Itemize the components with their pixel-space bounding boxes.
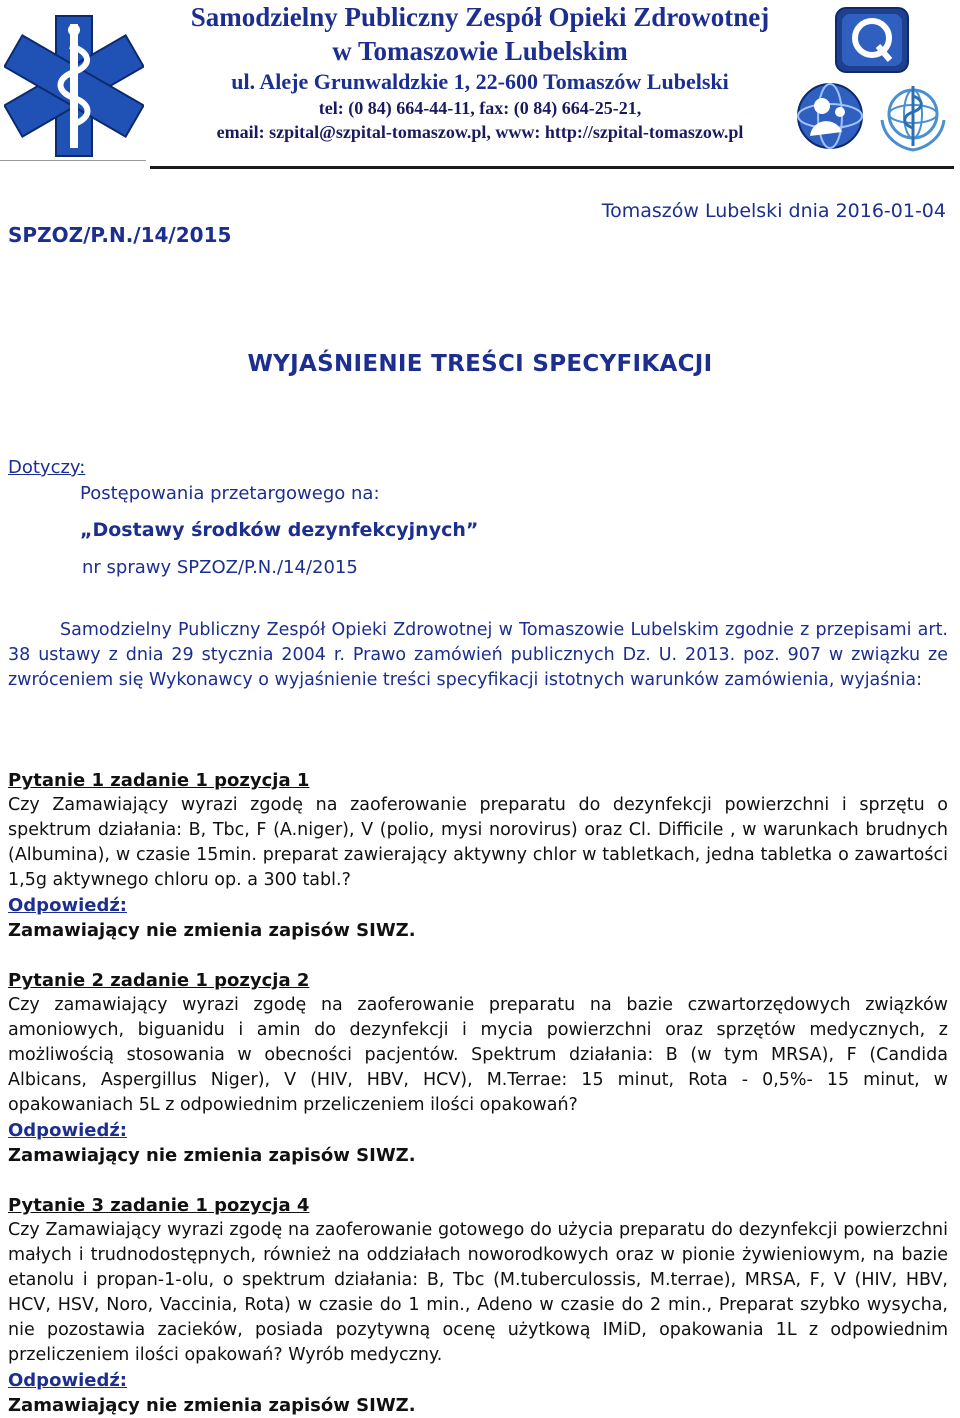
intro-paragraph: Samodzielny Publiczny Zespół Opieki Zdrowotnej w Tomaszowie Lubelskim zgodnie z przepisami art. 38 ustawy z dnia 29 stycznia 2004 r. Prawo zamówień publicznych Dz. U. 2013. poz. 907 w związku ze zwróceniem się Wykonawcy o wyjaśnienie treści specyfikacji istotnych warunków zamówienia, wyjaśnia: [8, 620, 948, 690]
who-emblem-icon [874, 80, 952, 154]
answer-2-label: Odpowiedź: [8, 1120, 128, 1141]
header-divider-left [0, 160, 146, 161]
star-of-life-icon [4, 8, 144, 158]
quality-logo [834, 6, 910, 74]
date-line: Tomaszów Lubelski dnia 2016-01-04 [601, 200, 946, 222]
hospital-logo [4, 8, 144, 158]
answer-1-label: Odpowiedź: [8, 895, 128, 916]
document-title: WYJAŚNIENIE TREŚCI SPECYFIKACJI [247, 351, 713, 377]
institution-contact: email: szpital@szpital-tomaszow.pl, www: http://szpital-tomaszow.pl [216, 122, 744, 142]
quality-q-icon [834, 6, 910, 74]
concerns-label: Dotyczy: [8, 457, 86, 478]
question-2-heading: Pytanie 2 zadanie 1 pozycja 2 [8, 970, 310, 991]
procurement-subject: „Dostawy środków dezynfekcyjnych” [80, 519, 479, 541]
mother-child-logo [792, 80, 868, 152]
header-divider [150, 166, 954, 169]
institution-address: ul. Aleje Grunwaldzkie 1, 22-600 Tomaszów Lubelski [231, 69, 729, 94]
who-logo [874, 80, 952, 154]
institution-phones: tel: (0 84) 664-44-11, fax: (0 84) 664-25-21, [318, 98, 642, 118]
answer-3-label: Odpowiedź: [8, 1370, 128, 1391]
procedure-line: Postępowania przetargowego na: [80, 483, 380, 504]
institution-name: Samodzielny Publiczny Zespół Opieki Zdrowotnej [190, 2, 770, 32]
question-1-body: Czy Zamawiający wyrazi zgodę na zaoferowanie preparatu do dezynfekcji powierzchni i sprzętu o spektrum działania: B, Tbc, F (A.niger), V (polio, mysi norovirus) oraz Cl. Difficile , w warunkach brudnych (Albumina), w czasie 15min. preparat zawierający aktywny chlor w tabletkach, jedna tabletka o zawartości 1,5g aktywnego chloru op. a 300 tabl.? [8, 795, 948, 890]
answer-2-text: Zamawiający nie zmienia zapisów SIWZ. [8, 1145, 416, 1166]
answer-1-text: Zamawiający nie zmienia zapisów SIWZ. [8, 920, 416, 941]
question-3-heading: Pytanie 3 zadanie 1 pozycja 4 [8, 1195, 310, 1216]
question-2-body: Czy zamawiający wyrazi zgodę na zaoferowanie preparatu na bazie czwartorzędowych związków amoniowych, biguanidu i amin do dezynfekcji i mycia powierzchni oraz sprzętów medycznych, z możliwością stosowania w obecności pacjentów. Spektrum działania: B (w tym MRSA), F (Candida Albicans, Aspergillus Niger), V (HIV, HBV, HCV), M.Terrae: 15 minut, Rota - 0,5%- 15 minut, w opakowaniach 5L z odpowiednim przeliczeniem ilości opakowań? [8, 995, 948, 1115]
case-number: nr sprawy SPZOZ/P.N./14/2015 [82, 557, 358, 578]
reference-number: SPZOZ/P.N./14/2015 [8, 223, 232, 247]
question-1-heading: Pytanie 1 zadanie 1 pozycja 1 [8, 770, 310, 791]
institution-location: w Tomaszowie Lubelskim [332, 36, 628, 66]
question-3-body: Czy Zamawiający wyrazi zgodę na zaoferowanie gotowego do użycia preparatu do dezynfekcji powierzchni małych i trudnodostępnych, również na oddziałach noworodkowych oraz w pionie żywieniowym, na bazie etanolu i propan-1-olu, o spektrum działania: B, Tbc (M.tuberculossis, M.terrae), MRSA, F, V (HIV, HBV, HCV, HSV, Noro, Vaccinia, Rota) w czasie do 1 min., Adeno w czasie do 2 min., Preparat szybko wysycha, nie pozostawia zacieków, posiada pozytywną ocenę użytkową IMiD, opakowania 1L z odpowiednim przeliczeniem ilości opakowań? Wyrób medyczny. [8, 1220, 948, 1365]
mother-child-globe-icon [792, 80, 868, 152]
answer-3-text: Zamawiający nie zmienia zapisów SIWZ. [8, 1395, 416, 1416]
